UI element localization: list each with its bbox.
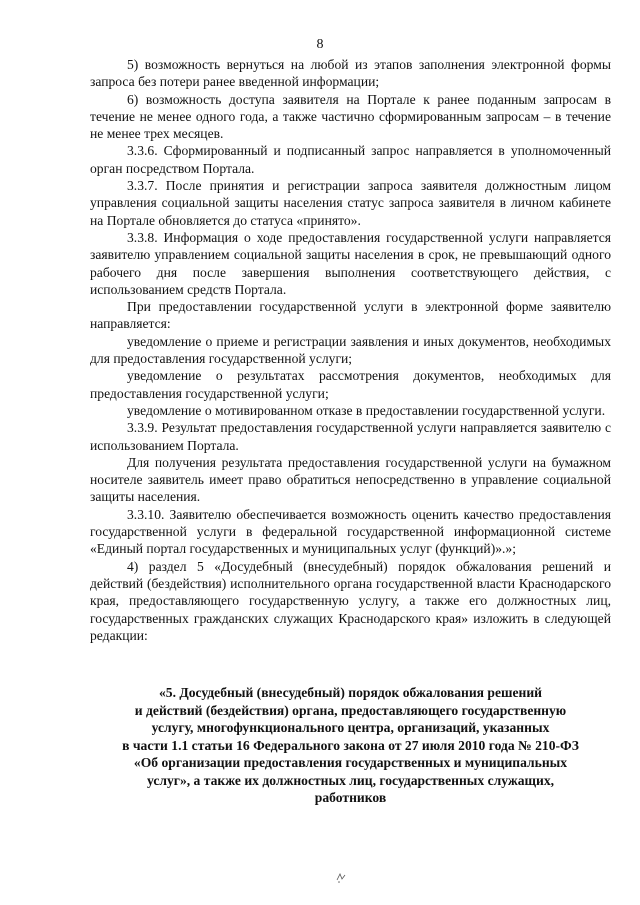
paragraph-paper-result: Для получения результата предоставления государственной услуги на бумажном носителе заявитель имеет право обратиться непосредственно в управление социальной защиты населения.	[90, 454, 611, 505]
paragraph-item-5: 5) возможность вернуться на любой из этапов заполнения электронной формы запроса без потери ранее введенной информации;	[90, 57, 611, 90]
heading-line: в части 1.1 статьи 16 Федерального закона от 27 июля 2010 года № 210-ФЗ	[122, 737, 579, 753]
heading-line: работников	[314, 790, 387, 805]
paragraph-3-3-9: 3.3.9. Результат предоставления государственной услуги направляется заявителю с использованием Портала.	[90, 420, 611, 453]
scan-artifact-mark	[334, 870, 348, 884]
section-heading	[88, 684, 613, 807]
heading-line: услуг», а также их должностных лиц, государственных служащих,	[146, 772, 555, 788]
heading-line: и действий (бездействия) органа, предоставляющего государственную	[134, 702, 567, 718]
heading-line: «5. Досудебный (внесудебный) порядок обжалования решений	[158, 685, 543, 700]
paragraph-notification-results: уведомление о результатах рассмотрения документов, необходимых для предоставления государственной услуги;	[90, 368, 611, 401]
heading-line: «Об организации предоставления государственных и муниципальных	[133, 755, 568, 770]
paragraph-3-3-8: 3.3.8. Информация о ходе предоставления государственной услуги направляется заявителю управлением социальной защиты населения в срок, не превышающий одного рабочего дня после завершения выполнения соответствующего действия, с использованием средств Портала.	[90, 229, 611, 297]
heading-line: услугу, многофункционального центра, организаций, указанных	[151, 720, 550, 735]
paragraph-3-3-7: 3.3.7. После принятия и регистрации запроса заявителя должностным лицом управления социальной защиты населения статус запроса заявителя в личном кабинете на Портале обновляется до статуса «принято».	[90, 178, 611, 228]
paragraph-notifications-intro: При предоставлении государственной услуги в электронной форме заявителю направляется:	[90, 299, 611, 332]
paragraph-item-6: 6) возможность доступа заявителя на Портале к ранее поданным запросам в течение не менее одного года, а также частично сформированным запросам – в течение не менее трех месяцев.	[90, 91, 611, 142]
paragraph-notification-receipt: уведомление о приеме и регистрации заявления и иных документов, необходимых для предоставления государственной услуги;	[90, 333, 611, 367]
paragraph-notification-refusal: уведомление о мотивированном отказе в предоставлении государственной услуги.	[127, 402, 606, 418]
page-number: 8	[316, 37, 324, 52]
body-text	[90, 56, 611, 644]
paragraph-3-3-10: 3.3.10. Заявителю обеспечивается возможность оценить качество предоставления государственной услуги в федеральной государственной информационной системе «Единый портал государственных и муниципальных услуг (функций)».»;	[90, 506, 611, 557]
paragraph-3-3-6: 3.3.6. Сформированный и подписанный запрос направляется в уполномоченный орган посредством Портала.	[90, 143, 611, 176]
paragraph-section-5: 4) раздел 5 «Досудебный (внесудебный) порядок обжалования решений и действий (бездействия) исполнительного органа государственной власти Краснодарского края, предоставляющего государственную услугу, а также его должностных лиц, государственных гражданских служащих Краснодарского края» изложить в следующей редакции:	[90, 558, 611, 643]
